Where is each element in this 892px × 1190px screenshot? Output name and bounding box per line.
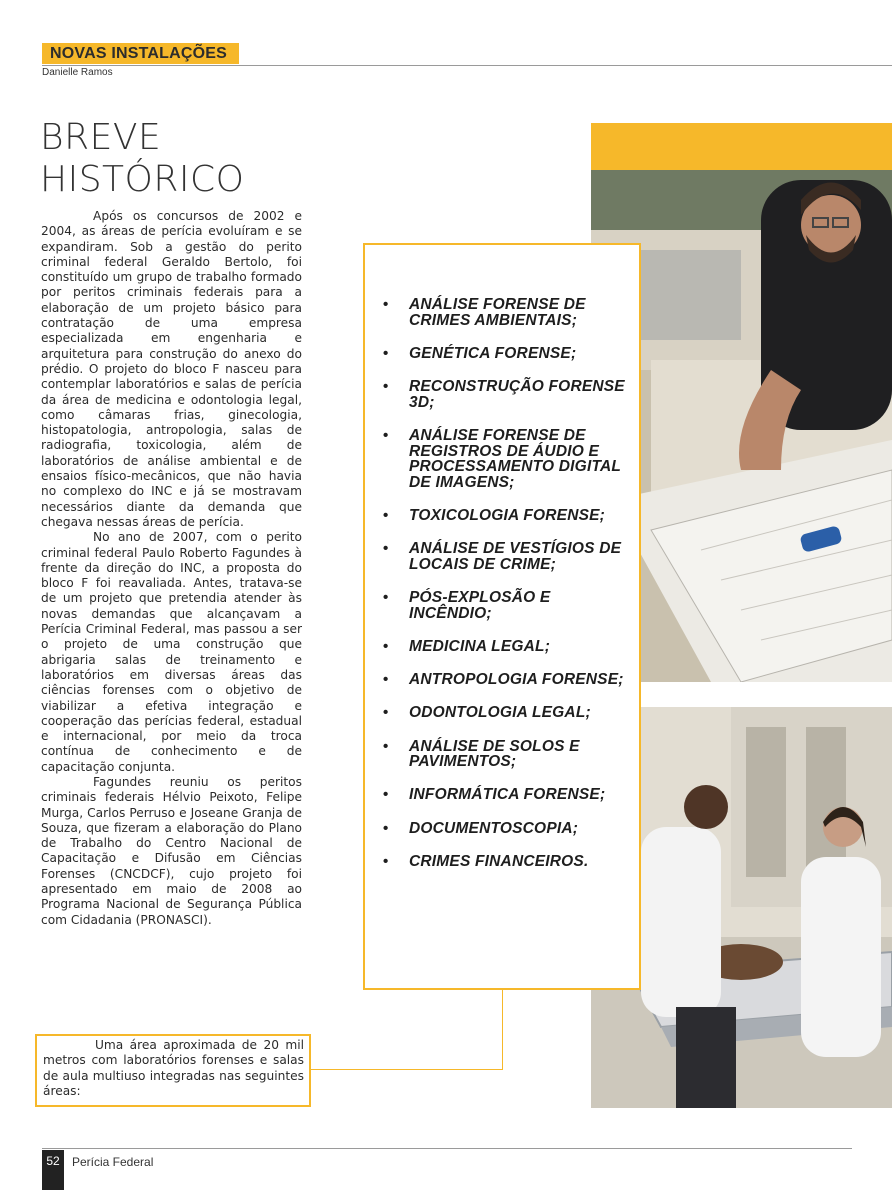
bullet: •	[383, 296, 389, 313]
connector-line	[311, 1069, 502, 1070]
bullet: •	[383, 377, 389, 395]
bullet: •	[383, 344, 389, 362]
title-line-2: HISTÓRICO	[40, 159, 245, 200]
list-item	[381, 346, 625, 362]
bullet: •	[383, 589, 389, 607]
list-item-label: ANÁLISE DE VESTÍGIOS DE LOCAIS DE CRIME;	[409, 540, 622, 574]
author-name: Danielle Ramos	[42, 67, 113, 78]
bullet: •	[383, 426, 389, 444]
list-item-label: CRIMES FINANCEIROS.	[409, 852, 589, 870]
bullet: •	[383, 819, 389, 837]
list-item-label: ODONTOLOGIA LEGAL;	[409, 704, 591, 722]
list-item-label: ANÁLISE FORENSE DE REGISTROS DE ÁUDIO E PROCESSAMENTO DIGITAL DE IMAGENS;	[409, 426, 621, 492]
bullet: •	[383, 671, 389, 689]
paragraph-3: Fagundes reuniu os peritos criminais federais Hélvio Peixoto, Felipe Murga, Carlos Perruso e Joseane Granja de Souza, que fizeram a elaboração do Plano de Trabalho do Centro Nacional de Capacitação e Difusão em Ciências Forenses (CNCDCF), cujo projeto foi apresentado em maio de 2008 ao Programa Nacional de Segurança Pública com Cidadania (PRONASCI).	[41, 774, 302, 927]
bullet: •	[383, 786, 389, 804]
list-item	[381, 854, 625, 870]
list-item-label: PÓS-EXPLOSÃO E INCÊNDIO;	[409, 589, 551, 623]
bullet: •	[383, 638, 389, 656]
connector-line-vertical	[502, 990, 503, 1070]
list-item	[381, 508, 625, 524]
list-item-label: MEDICINA LEGAL;	[409, 638, 551, 656]
bullet: •	[383, 852, 389, 870]
photo-accent-band	[591, 123, 892, 170]
areas-list-box	[363, 243, 641, 990]
page-number: 52	[42, 1150, 64, 1190]
footer-divider	[42, 1148, 852, 1149]
bullet: •	[383, 704, 389, 722]
list-item	[381, 739, 625, 771]
bullet: •	[383, 737, 389, 755]
list-item	[381, 672, 625, 688]
list-item	[381, 639, 625, 655]
list-item	[381, 541, 625, 573]
list-item-label: INFORMÁTICA FORENSE;	[409, 786, 606, 804]
callout-text: Uma área aproximada de 20 mil metros com laboratórios forenses e salas de aula multiuso integradas nas seguintes áreas:	[43, 1038, 304, 1098]
list-item-label: ANÁLISE DE SOLOS E PAVIMENTOS;	[409, 737, 580, 771]
list-item-label: ANÁLISE FORENSE DE CRIMES AMBIENTAIS;	[409, 296, 586, 329]
areas-list	[365, 245, 639, 869]
magazine-name: Perícia Federal	[72, 1155, 154, 1169]
list-item	[381, 705, 625, 721]
list-item	[381, 821, 625, 837]
list-item	[381, 297, 625, 329]
article-body	[41, 209, 302, 928]
title-line-1: BREVE	[40, 117, 162, 158]
bullet: •	[383, 507, 389, 525]
list-item	[381, 787, 625, 803]
section-tag: NOVAS INSTALAÇÕES	[42, 43, 239, 64]
list-item	[381, 379, 625, 411]
list-item-label: GENÉTICA FORENSE;	[409, 344, 577, 362]
list-item-label: RECONSTRUÇÃO FORENSE 3D;	[409, 377, 625, 411]
list-item-label: TOXICOLOGIA FORENSE;	[409, 507, 606, 525]
bullet: •	[383, 540, 389, 558]
list-item-label: DOCUMENTOSCOPIA;	[409, 819, 579, 837]
paragraph-1: Após os concursos de 2002 e 2004, as áreas de perícia evoluíram e se expandiram. Sob a gestão do perito criminal federal Geraldo Bertolo, foi constituído um grupo de trabalho formado por peritos criminais federais para a elaboração de um projeto básico para contratação de uma empresa especializada em engenharia e arquitetura para construção do anexo do prédio. O projeto do bloco F nasceu para contemplar laboratórios e salas de perícia da área de medicina e odontologia legal, como câmaras frias, ginecologia, histopatologia, antropologia, salas de radiografia, toxicologia, além de laboratórios de análise ambiental e de ensaios físico-mecânicos, que não havia no complexo do INC e já se mostravam necessários diante da demanda que chegava nessas áreas de perícia.	[41, 209, 302, 529]
article-title	[40, 117, 320, 201]
header-divider	[42, 65, 892, 66]
list-item-label: ANTROPOLOGIA FORENSE;	[409, 671, 624, 689]
list-item	[381, 428, 625, 491]
paragraph-2: No ano de 2007, com o perito criminal federal Paulo Roberto Fagundes à frente da direção do INC, a proposta do bloco F foi reavaliada. Antes, tratava-se de um projeto que pretendia atender às novas demandas que alcançavam a Perícia Criminal Federal, mas passou a ser o projeto de uma construção que abrigaria salas de treinamento e laboratórios em diversas áreas das ciências forenses com o objetivo de viabilizar a efetiva integração e cooperação das perícias federal, estadual e internacional, por meio da troca contínua de conhecimento e de capacitação conjunta.	[41, 530, 302, 774]
callout-box	[35, 1034, 311, 1107]
list-item	[381, 590, 625, 622]
